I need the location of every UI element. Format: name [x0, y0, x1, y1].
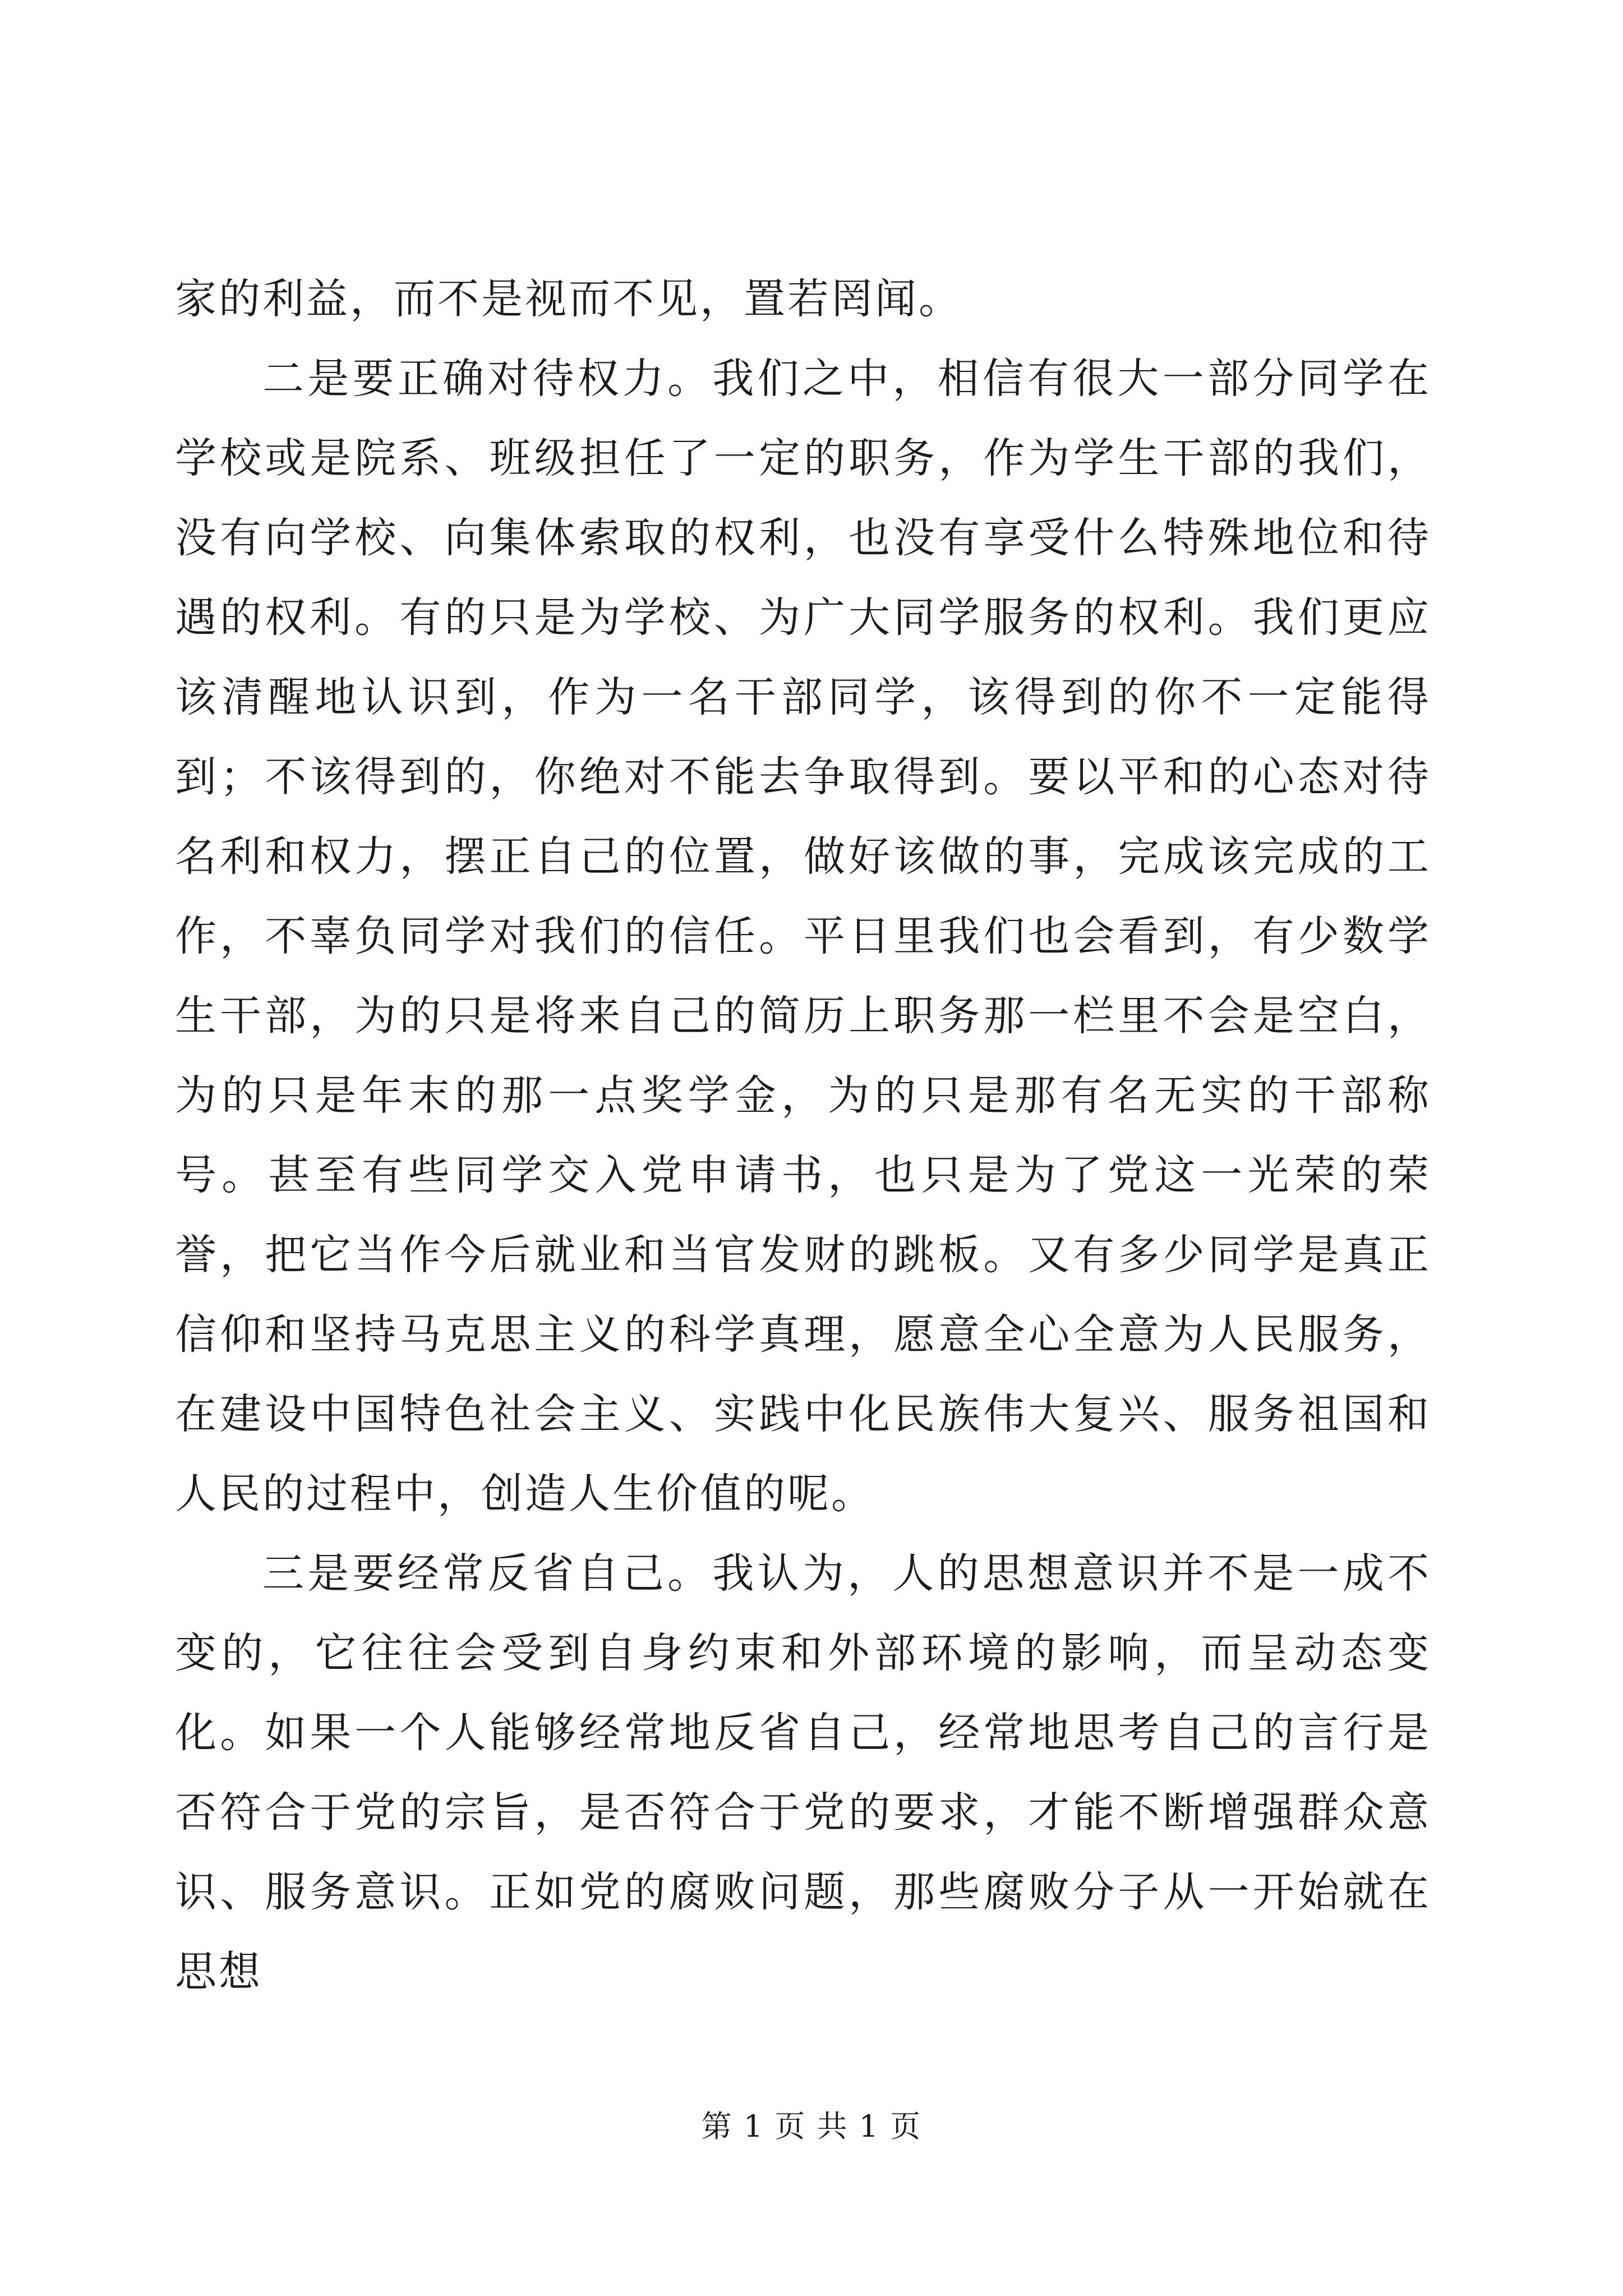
paragraph-1: 家的利益，而不是视而不见，置若罔闻。 — [175, 275, 962, 323]
paragraph-3: 三是要经常反省自己。我认为，人的思想意识并不是一成不变的，它往往会受到自身约束和外部环境的影响，而呈动态变化。如果一个人能够经常地反省自己，经常地思考自己的言行是否符合于党的宗旨，是否符合于党的要求，才能不断增强群众意识、服务意识。正如党的腐败问题，那些腐败分子从一开始就在思想 — [175, 1549, 1431, 1996]
page-footer: 第 1 页 共 1 页 — [701, 2109, 922, 2144]
document-body — [175, 259, 1431, 2012]
paragraph-2: 二是要正确对待权力。我们之中，相信有很大一部分同学在学校或是院系、班级担任了一定的职务，作为学生干部的我们，没有向学校、向集体索取的权利，也没有享受什么特殊地位和待遇的权利。有的只是为学校、为广大同学服务的权利。我们更应该清醒地认识到，作为一名干部同学，该得到的你不一定能得到；不该得到的，你绝对不能去争取得到。要以平和的心态对待名利和权力，摆正自己的位置，做好该做的事，完成该完成的工作，不辜负同学对我们的信任。平日里我们也会看到，有少数学生干部，为的只是将来自己的简历上职务那一栏里不会是空白，为的只是年末的那一点奖学金，为的只是那有名无实的干部称号。甚至有些同学交入党申请书，也只是为了党这一光荣的荣誉，把它当作今后就业和当官发财的跳板。又有多少同学是真正信仰和坚持马克思主义的科学真理，愿意全心全意为人民服务，在建设中国特色社会主义、实践中化民族伟大复兴、服务祖国和人民的过程中，创造人生价值的呢。 — [175, 355, 1431, 1518]
